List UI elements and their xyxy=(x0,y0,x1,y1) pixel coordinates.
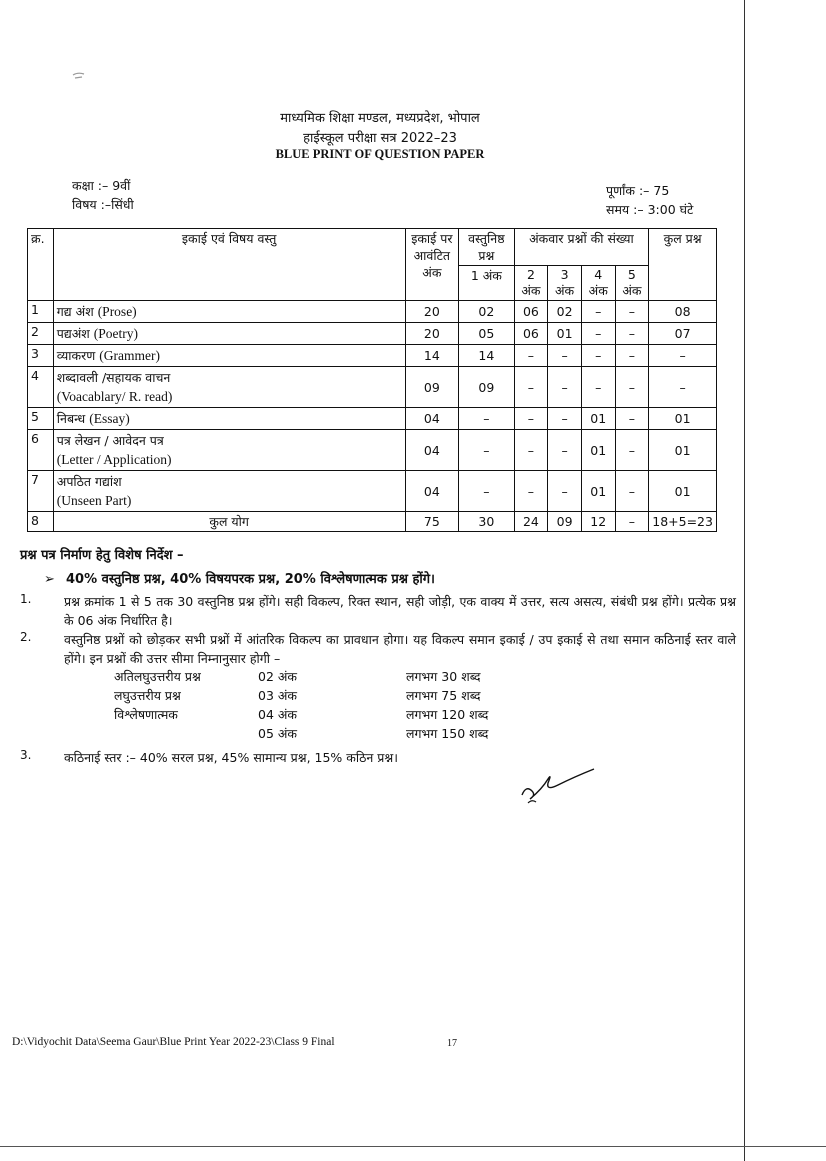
row-4-marks: – xyxy=(581,301,615,323)
bullet-text: 40% वस्तुनिष्ठ प्रश्न, 40% विषयपरक प्रश्न, 20% विश्लेषणात्मक प्रश्न होंगे। xyxy=(66,572,435,587)
row-total: 08 xyxy=(649,301,717,323)
topic-hindi: व्याकरण xyxy=(56,348,96,363)
row-marks: 14 xyxy=(405,345,459,367)
row-sno: 5 xyxy=(28,408,54,430)
topic-hindi: पद्यअंश xyxy=(56,326,90,341)
limit-words: लगभग 150 शब्द xyxy=(406,726,489,741)
row-total: – xyxy=(649,367,717,408)
point-number: 3. xyxy=(20,748,32,762)
full-marks-label: पूर्णांक :– 75 xyxy=(606,183,670,198)
row-marks: 20 xyxy=(405,301,459,323)
row-2-marks: – xyxy=(514,430,548,471)
row-total: 01 xyxy=(649,408,717,430)
row-objective: – xyxy=(459,471,514,512)
total-questions: 18+5=23 xyxy=(649,512,717,532)
time-label: समय :– 3:00 घंटे xyxy=(606,202,694,217)
total-2-marks: 24 xyxy=(514,512,548,532)
row-5-marks: – xyxy=(615,323,649,345)
header-total: कुल प्रश्न xyxy=(649,229,717,301)
topic-hindi: गद्य अंश xyxy=(56,304,94,319)
row-5-marks: – xyxy=(615,345,649,367)
topic-hindi: अपठित गद्यांश xyxy=(56,474,122,489)
row-5-marks: – xyxy=(615,471,649,512)
row-total: 07 xyxy=(649,323,717,345)
instruction-bullet xyxy=(44,569,435,587)
session-title: हाईस्कूल परीक्षा सत्र 2022–23 xyxy=(303,131,457,146)
total-sno: 8 xyxy=(28,512,54,532)
row-sno: 1 xyxy=(28,301,54,323)
limit-words: लगभग 120 शब्द xyxy=(406,707,489,722)
total-objective: 30 xyxy=(459,512,514,532)
point-text: प्रश्न क्रमांक 1 से 5 तक 30 वस्तुनिष्ठ प्रश्न होंगे। सही विकल्प, रिक्त स्थान, सही जोड़ी, एक वाक्य में उत्तर, सत्य असत्य, संबंधी प्रश्न होंगे। प्रत्येक प्रश्न के 06 अंक निर्धारित है। xyxy=(64,594,736,628)
row-sno: 2 xyxy=(28,323,54,345)
row-3-marks: – xyxy=(548,367,582,408)
topic-english: (Unseen Part) xyxy=(56,493,132,508)
topic-hindi: पत्र लेखन / आवेदन पत्र xyxy=(56,433,164,448)
file-path: D:\Vidyochit Data\Seema Gaur\Blue Print Year 2022-23\Class 9 Final xyxy=(12,1036,335,1048)
row-objective: – xyxy=(459,408,514,430)
table-row xyxy=(28,301,717,323)
row-topic xyxy=(53,301,405,323)
row-marks: 04 xyxy=(405,430,459,471)
row-4-marks: – xyxy=(581,367,615,408)
row-sno: 4 xyxy=(28,367,54,408)
row-2-marks: – xyxy=(514,345,548,367)
row-3-marks: – xyxy=(548,430,582,471)
row-topic xyxy=(53,345,405,367)
row-4-marks: – xyxy=(581,323,615,345)
row-marks: 20 xyxy=(405,323,459,345)
row-2-marks: – xyxy=(514,471,548,512)
row-3-marks: 02 xyxy=(548,301,582,323)
row-total: – xyxy=(649,345,717,367)
row-5-marks: – xyxy=(615,301,649,323)
point-text: वस्तुनिष्ठ प्रश्नों को छोड़कर सभी प्रश्नों में आंतरिक विकल्प का प्रावधान होगा। यह विकल्प समान इकाई / उप इकाई से तथा समान कठिनाई स्तर वाले होंगे। इन प्रश्नों की उत्तर सीमा निम्नानुसार होगी – xyxy=(64,632,736,666)
limit-marks: 02 अंक xyxy=(258,669,298,684)
topic-english: (Essay) xyxy=(89,411,130,426)
table-header-row xyxy=(28,229,717,266)
total-marks: 75 xyxy=(405,512,459,532)
row-3-marks: – xyxy=(548,408,582,430)
page-edge-right xyxy=(744,0,745,1161)
board-title: माध्यमिक शिक्षा मण्डल, मध्यप्रदेश, भोपाल xyxy=(280,111,480,126)
topic-english: (Letter / Application) xyxy=(56,452,172,467)
row-2-marks: 06 xyxy=(514,301,548,323)
topic-english: (Voacablary/ R. read) xyxy=(56,389,173,404)
row-4-marks: – xyxy=(581,345,615,367)
row-4-marks: 01 xyxy=(581,408,615,430)
document-title: BLUE PRINT OF QUESTION PAPER xyxy=(275,147,485,161)
row-sno: 3 xyxy=(28,345,54,367)
row-2-marks: – xyxy=(514,367,548,408)
total-3-marks: 09 xyxy=(548,512,582,532)
header-4-marks: 4 अंक xyxy=(581,266,615,301)
topic-english: (Prose) xyxy=(97,304,137,319)
row-objective: 02 xyxy=(459,301,514,323)
table-row xyxy=(28,430,717,471)
row-objective: 05 xyxy=(459,323,514,345)
header-objective: वस्तुनिष्ठ प्रश्न xyxy=(459,229,514,266)
subject-label: विषय :–सिंधी xyxy=(72,197,134,212)
topic-english: (Grammer) xyxy=(99,348,160,363)
blueprint-table xyxy=(27,228,717,532)
header-unit-marks: इकाई पर आवंटित अंक xyxy=(405,229,459,301)
row-topic xyxy=(53,471,405,512)
limit-marks: 03 अंक xyxy=(258,688,298,703)
page-number: 17 xyxy=(447,1038,457,1049)
topic-english: (Poetry) xyxy=(93,326,139,341)
header-objective-sub: 1 अंक xyxy=(459,266,514,301)
scan-mark xyxy=(72,72,86,78)
row-total: 01 xyxy=(649,471,717,512)
point-text: कठिनाई स्तर :– 40% सरल प्रश्न, 45% सामान्य प्रश्न, 15% कठिन प्रश्न। xyxy=(64,750,398,765)
row-3-marks: – xyxy=(548,471,582,512)
row-marks: 04 xyxy=(405,408,459,430)
row-marks: 04 xyxy=(405,471,459,512)
row-topic xyxy=(53,408,405,430)
header-sno: क्र. xyxy=(28,229,54,301)
row-topic xyxy=(53,323,405,345)
table-row xyxy=(28,367,717,408)
row-topic xyxy=(53,430,405,471)
header-3-marks: 3 अंक xyxy=(548,266,582,301)
row-2-marks: 06 xyxy=(514,323,548,345)
row-sno: 6 xyxy=(28,430,54,471)
row-5-marks: – xyxy=(615,408,649,430)
limit-type: अतिलघुउत्तरीय प्रश्न xyxy=(114,669,201,684)
limit-marks: 05 अंक xyxy=(258,726,298,741)
row-4-marks: 01 xyxy=(581,430,615,471)
limit-marks: 04 अंक xyxy=(258,707,298,722)
limit-type: विश्लेषणात्मक xyxy=(114,707,178,722)
table-row xyxy=(28,323,717,345)
row-objective: 14 xyxy=(459,345,514,367)
limit-words: लगभग 30 शब्द xyxy=(406,669,481,684)
page-edge-bottom xyxy=(0,1146,826,1147)
header-unit: इकाई एवं विषय वस्तु xyxy=(53,229,405,301)
total-4-marks: 12 xyxy=(581,512,615,532)
table-total-row xyxy=(28,512,717,532)
total-label: कुल योग xyxy=(53,512,405,532)
point-number: 1. xyxy=(20,592,32,606)
header-2-marks: 2 अंक xyxy=(514,266,548,301)
row-5-marks: – xyxy=(615,367,649,408)
row-sno: 7 xyxy=(28,471,54,512)
topic-hindi: शब्दावली /सहायक वाचन xyxy=(56,370,171,385)
point-number: 2. xyxy=(20,630,32,644)
table-row xyxy=(28,471,717,512)
table-row xyxy=(28,345,717,367)
limit-words: लगभग 75 शब्द xyxy=(406,688,481,703)
row-marks: 09 xyxy=(405,367,459,408)
row-objective: 09 xyxy=(459,367,514,408)
total-5-marks: – xyxy=(615,512,649,532)
limit-type: लघुउत्तरीय प्रश्न xyxy=(114,688,181,703)
class-label: कक्षा :– 9वीं xyxy=(72,178,131,193)
row-2-marks: – xyxy=(514,408,548,430)
table-row xyxy=(28,408,717,430)
topic-hindi: निबन्ध xyxy=(56,411,86,426)
row-total: 01 xyxy=(649,430,717,471)
header-markwise: अंकवार प्रश्नों की संख्या xyxy=(514,229,649,266)
row-4-marks: 01 xyxy=(581,471,615,512)
signature xyxy=(518,765,598,813)
instructions-title: प्रश्न पत्र निर्माण हेतु विशेष निर्देश – xyxy=(20,548,184,563)
arrow-bullet-icon: ➢ xyxy=(44,572,55,587)
row-3-marks: 01 xyxy=(548,323,582,345)
row-3-marks: – xyxy=(548,345,582,367)
row-5-marks: – xyxy=(615,430,649,471)
row-objective: – xyxy=(459,430,514,471)
header-5-marks: 5 अंक xyxy=(615,266,649,301)
row-topic xyxy=(53,367,405,408)
